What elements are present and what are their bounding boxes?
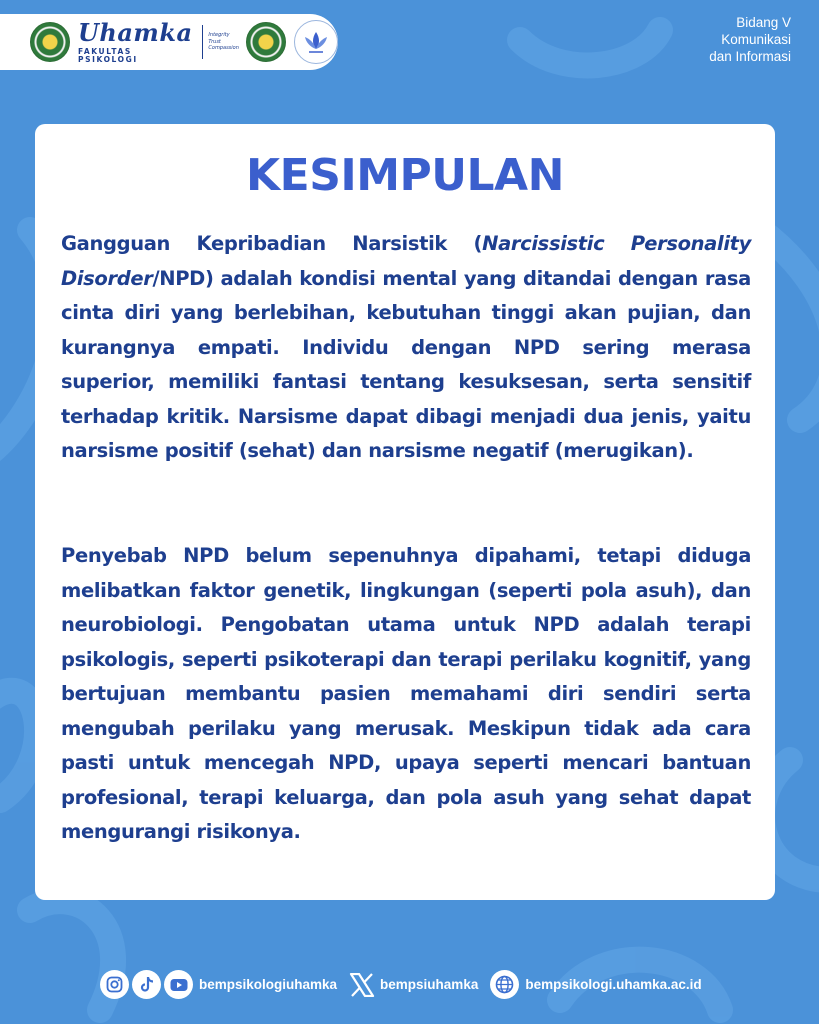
brand-subtitle: FAKULTAS PSIKOLOGI [78, 47, 138, 64]
website-link[interactable]: bempsikologi.uhamka.ac.id [525, 977, 702, 992]
tagline-item: Integrity [208, 32, 230, 39]
bem-lotus-logo [294, 20, 338, 64]
footer-socials [100, 970, 714, 999]
brand-name: Uhamka [78, 18, 193, 47]
department-line: dan Informasi [709, 49, 791, 64]
tagline [208, 32, 242, 52]
tagline-item: Trust [208, 38, 221, 45]
department-line: Komunikasi [721, 32, 791, 47]
brand-block [78, 18, 194, 64]
social-handle[interactable]: bempsikologiuhamka [199, 977, 338, 992]
uhamka-seal-logo [30, 22, 70, 62]
department-line: Bidang V [736, 15, 791, 30]
youtube-icon[interactable] [164, 970, 193, 999]
tiktok-icon[interactable] [132, 970, 161, 999]
globe-icon[interactable] [490, 970, 519, 999]
paragraph-2: Penyebab NPD belum sepenuhnya dipahami, tetapi diduga melibatkan faktor genetik, lingkungan (seperti pola asuh), dan neurobiologi. Pengobatan utama untuk NPD adalah terapi psikologis, seperti psikoterapi dan terapi perilaku kognitif, yang bertujuan membantu pasien memahami diri sendiri serta mengubah perilaku yang merusak. Meskipun tidak ada cara pasti untuk mencegah NPD, upaya seperti mencari bantuan profesional, terapi keluarga, dan pola asuh yang sehat dapat mengurangi risikonya. [61, 544, 751, 843]
instagram-icon[interactable] [100, 970, 129, 999]
paragraph-1-rest: /NPD) adalah kondisi mental yang ditandai dengan rasa cinta diri yang berlebihan, kebutuhan tinggi akan pujian, dan kurangnya empati. Individu dengan NPD sering merasa superior, memiliki fantasi tentang kesuksesan, serta sensitif terhadap kritik. Narsisme dapat dibagi menjadi dua jenis, yaitu narsisme positif (sehat) dan narsisme negatif (merugikan). [61, 266, 751, 462]
paragraph-1-lead: Gangguan Kepribadian Narsistik ( [61, 232, 483, 255]
x-handle[interactable]: bempsiuhamka [380, 977, 479, 992]
x-icon[interactable] [349, 973, 375, 997]
department-label [709, 14, 791, 65]
page-title: KESIMPULAN [246, 150, 564, 201]
tagline-item: Compassion [208, 45, 239, 52]
paragraph-1 [61, 227, 751, 469]
logo-divider [202, 25, 203, 59]
logo-bar [0, 14, 338, 70]
faculty-seal-logo [246, 22, 286, 62]
paragraph-1-italic-term: Narcissistic Personality Disorder [61, 232, 751, 290]
content-card [35, 124, 775, 900]
